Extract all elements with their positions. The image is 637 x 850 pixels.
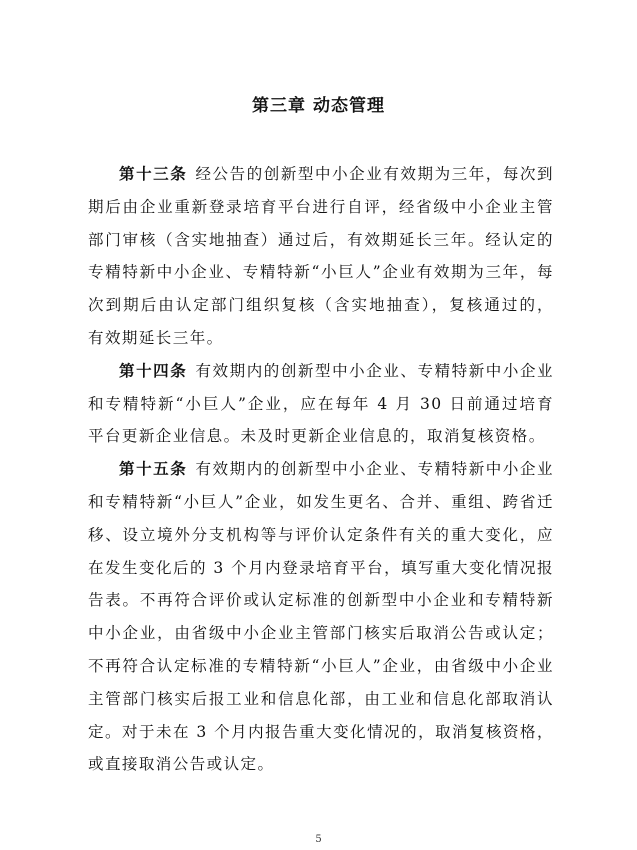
- article-15-text: 有效期内的创新型中小企业、专精特新中小企业和专精特新“小巨人”企业，如发生更名、合并、重组、跨省迁移、设立境外分支机构等与评价认定条件有关的重大变化，应在发生变化后的 3 个月内登录培育平台，填写重大变化情况报告表。不再符合评价或认定标准的创新型中小企业和专精特新中小企业，由省级中小企业主管部门核实后取消公告或认定；不再符合认定标准的专精特新“小巨人”企业，由省级中小企业主管部门核实后报工业和信息化部，由工业和信息化部取消认定。对于未在 3 个月内报告重大变化情况的，取消复核资格，或直接取消公告或认定。: [88, 460, 554, 774]
- article-14-label: 第十四条: [119, 361, 188, 380]
- document-body: [88, 158, 554, 781]
- article-14-text: 有效期内的创新型中小企业、专精特新中小企业和专精特新“小巨人”企业，应在每年 4 月 30 日前通过培育平台更新企业信息。未及时更新企业信息的，取消复核资格。: [88, 361, 554, 446]
- article-15-label: 第十五条: [119, 460, 188, 479]
- chapter-title: 第三章 动态管理: [252, 96, 385, 116]
- article-13-text: 经公告的创新型中小企业有效期为三年，每次到期后由企业重新登录培育平台进行自评，经省级中小企业主管部门审核（含实地抽查）通过后，有效期延长三年。经认定的专精特新中小企业、专精特新“小巨人”企业有效期为三年，每次到期后由认定部门组织复核（含实地抽查），复核通过的，有效期延长三年。: [88, 165, 554, 347]
- page-number: 5: [315, 834, 322, 845]
- article-13-label: 第十三条: [119, 165, 188, 183]
- article-15: [88, 453, 554, 781]
- article-14: [88, 355, 554, 453]
- article-13: [88, 158, 554, 355]
